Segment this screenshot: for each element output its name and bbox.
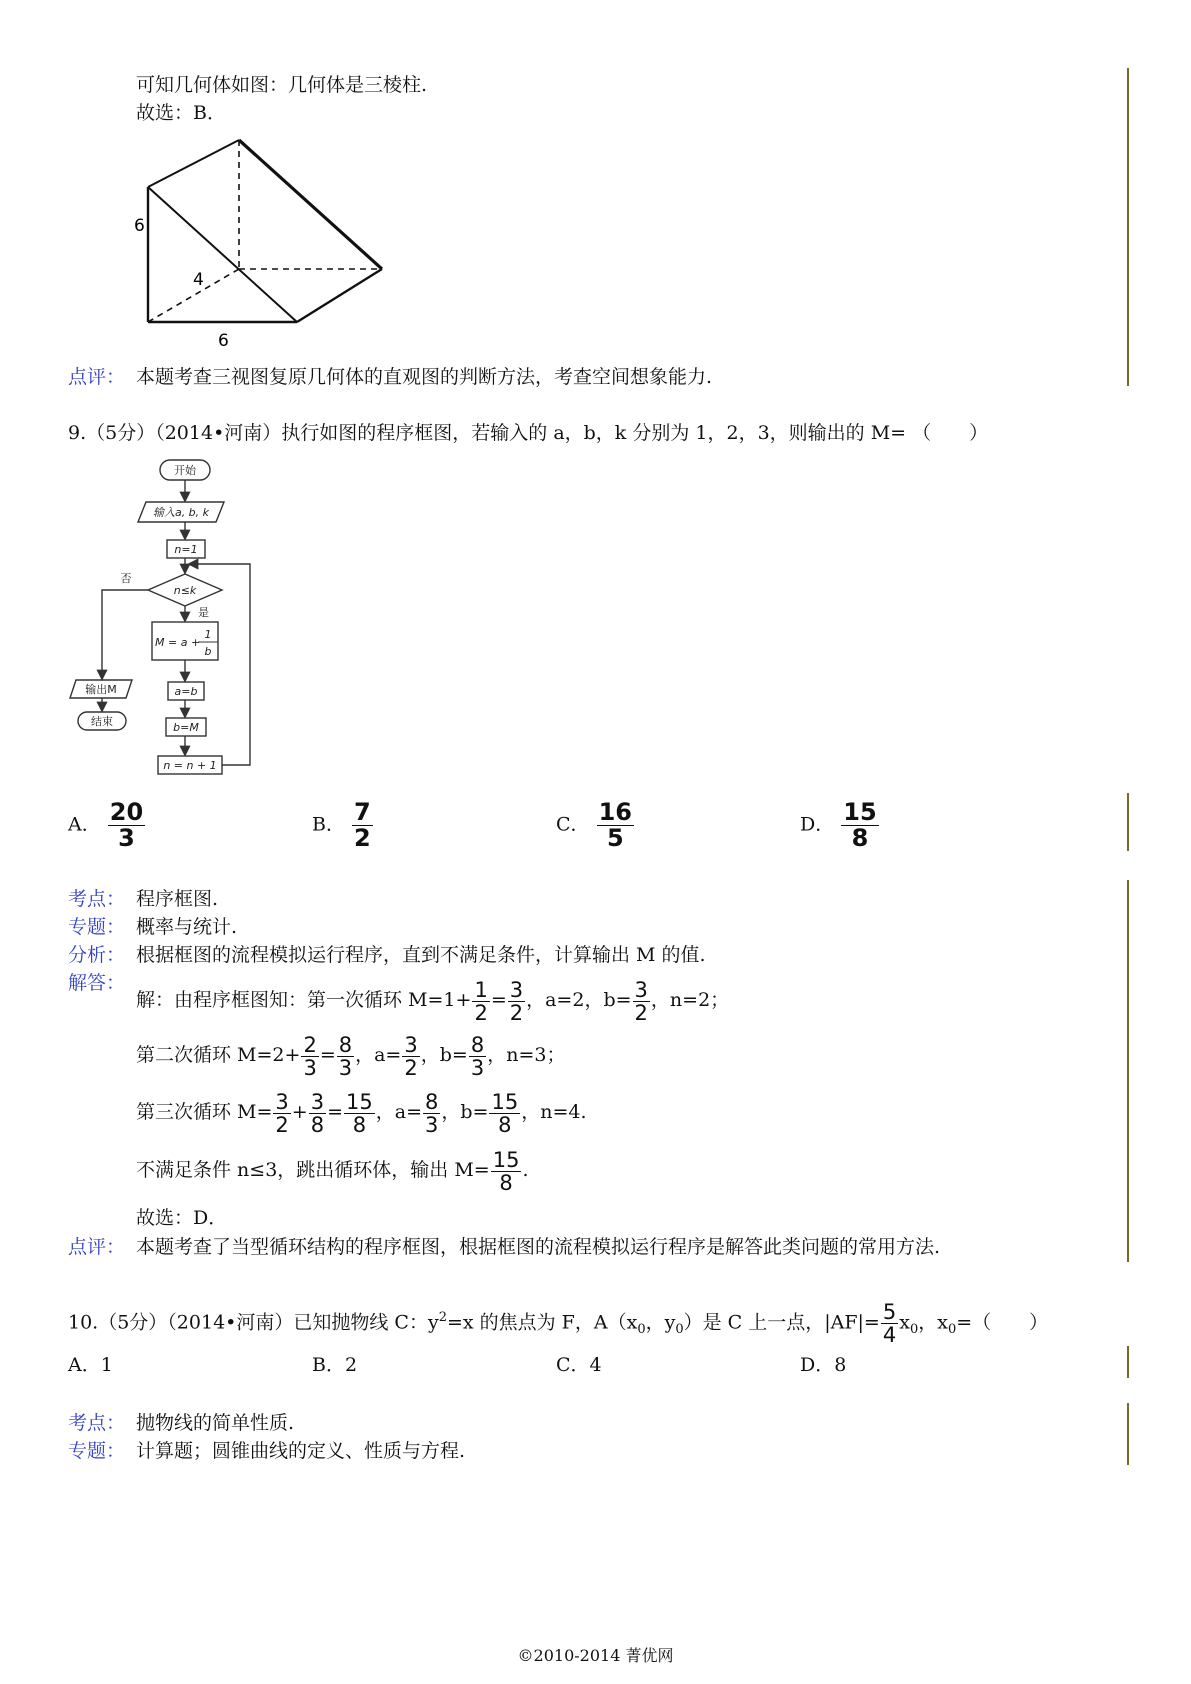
comment-text-top: 本题考查三视图复原几何体的直观图的判断方法，考查空间想象能力.	[136, 366, 713, 388]
q9-option-b-letter: B．	[312, 813, 345, 836]
fraction: $\frac{3}{2}$	[404, 1032, 418, 1080]
flow-cond: n≤k	[173, 584, 197, 597]
fraction: $\frac{3}{2}$	[275, 1089, 289, 1137]
q9-option-a-fraction: $\frac{20}{3}$	[109, 798, 144, 852]
q9-solution-line-2: 第二次循环 M=2+ $\frac{2}{3}$ = $\frac{8}{3}$ ，a= $\frac{3}{2}$ ，b= $\frac{8}{3}$ ，n=3；	[136, 1032, 566, 1080]
margin-bar-4	[1127, 1346, 1129, 1378]
q9-option-a	[68, 800, 146, 851]
fraction: $\frac{15}{8}$	[492, 1147, 520, 1195]
flow-calc: M = a +	[155, 636, 201, 649]
fraction: $\frac{3}{2}$	[509, 977, 524, 1025]
margin-bar-2	[1127, 793, 1129, 851]
q9-option-d-letter: D．	[800, 813, 835, 836]
q9-solution-line-4: 不满足条件 n≤3，跳出循环体，输出 M= $\frac{15}{8}$ .	[136, 1147, 529, 1195]
depth-label: 4	[193, 270, 204, 290]
fraction: $\frac{8}{3}$	[338, 1032, 353, 1080]
flow-end: 结束	[91, 715, 113, 728]
q10-option-d: D．8	[800, 1354, 847, 1376]
q10-option-a: A．1	[68, 1354, 113, 1376]
margin-bar-5	[1127, 1403, 1129, 1465]
q9-jieda-label: 解答：	[68, 972, 126, 994]
fraction: $\frac{5}{4}$	[882, 1299, 897, 1347]
q9-solution-line-5: 故选：D．	[136, 1207, 228, 1229]
height-label: 6	[134, 216, 145, 236]
q10-option-c: C．4	[556, 1354, 602, 1376]
q9-zhuanti: 概率与统计.	[136, 916, 238, 938]
q9-option-b	[312, 800, 374, 851]
fraction: $\frac{3}{2}$	[634, 977, 648, 1025]
q10-option-b: B．2	[312, 1354, 358, 1376]
q10-kaodian: 抛物线的简单性质.	[136, 1412, 295, 1434]
q9-dianping: 本题考查了当型循环结构的程序框图，根据框图的流程模拟运行程序是解答此类问题的常用方法.	[136, 1236, 941, 1258]
fraction: $\frac{2}{3}$	[303, 1032, 317, 1080]
margin-bar-1	[1127, 68, 1129, 386]
fraction: $\frac{1}{2}$	[474, 977, 488, 1025]
q9-option-c	[556, 800, 635, 851]
page-footer: ©2010-2014 菁优网	[517, 1646, 674, 1665]
flow-input: 输入a, b, k	[152, 506, 210, 519]
fraction: $\frac{15}{8}$	[346, 1089, 373, 1137]
fraction: $\frac{15}{8}$	[491, 1089, 519, 1137]
q9-kaodian-label: 考点：	[68, 888, 126, 910]
flow-calc-num: 1	[204, 628, 212, 641]
fraction: $\frac{8}{3}$	[425, 1089, 439, 1137]
q10-stem: 10.（5分）（2014•河南）已知抛物线 C：$y^2=x$ 的焦点为 F，$A(x_0$，$y_0$）是 C 上一点，|AF|= $\frac{5}{4}$ $x_0$，$x_0=$（ ）	[68, 1299, 1049, 1347]
flow-yes: 是	[198, 606, 209, 619]
q9-option-d-fraction: $\frac{15}{8}$	[843, 798, 877, 852]
q9-option-c-fraction: $\frac{16}{5}$	[598, 798, 632, 852]
conclusion-line: 可知几何体如图：几何体是三棱柱.	[136, 74, 428, 96]
q9-kaodian: 程序框图.	[136, 888, 219, 910]
q9-option-c-letter: C．	[556, 813, 590, 836]
flow-a-assign: a=b	[174, 685, 198, 698]
q9-solution-line-1: 解：由程序框图知：第一次循环 M=1+ $\frac{1}{2}$ = $\frac{3}{2}$ ，a=2，b= $\frac{3}{2}$ ，n=2；	[136, 977, 730, 1025]
flow-init: n=1	[174, 543, 198, 556]
width-label: 6	[218, 331, 229, 351]
flow-calc-den: b	[204, 645, 212, 658]
flow-output: 输出M	[85, 683, 117, 696]
q9-fenxi: 根据框图的流程模拟运行程序，直到不满足条件，计算输出 M 的值.	[136, 944, 706, 966]
flow-no: 否	[120, 572, 132, 585]
flow-inc: n = n + 1	[163, 759, 217, 772]
flow-start: 开始	[174, 464, 196, 477]
fraction: $\frac{8}{3}$	[470, 1032, 485, 1080]
q9-dianping-label: 点评：	[68, 1236, 126, 1258]
q9-solution-line-3: 第三次循环 M= $\frac{3}{2}$ + $\frac{3}{8}$ = $\frac{15}{8}$ ，a= $\frac{8}{3}$ ，b= $\frac{15}{8}$ ，n=4.	[136, 1089, 587, 1137]
q10-kaodian-label: 考点：	[68, 1412, 126, 1434]
q9-option-d	[800, 800, 880, 851]
fraction: $\frac{3}{8}$	[310, 1089, 325, 1137]
q9-stem: 9.（5分）（2014•河南）执行如图的程序框图，若输入的 a，b，k 分别为 1，2，3，则输出的 M= （ ）	[68, 422, 989, 444]
q9-option-a-letter: A．	[68, 813, 101, 836]
q10-zhuanti-label: 专题：	[68, 1440, 126, 1462]
q9-option-b-fraction: $\frac{7}{2}$	[354, 798, 371, 852]
q9-zhuanti-label: 专题：	[68, 916, 126, 938]
q10-zhuanti: 计算题；圆锥曲线的定义、性质与方程.	[136, 1440, 466, 1462]
flow-b-assign: b=M	[173, 721, 199, 734]
comment-label-top: 点评：	[68, 366, 126, 388]
q9-fenxi-label: 分析：	[68, 944, 126, 966]
answer-line: 故选：B．	[136, 102, 226, 124]
prism-figure	[125, 132, 395, 352]
margin-bar-3	[1127, 880, 1129, 1262]
flowchart	[62, 452, 282, 812]
